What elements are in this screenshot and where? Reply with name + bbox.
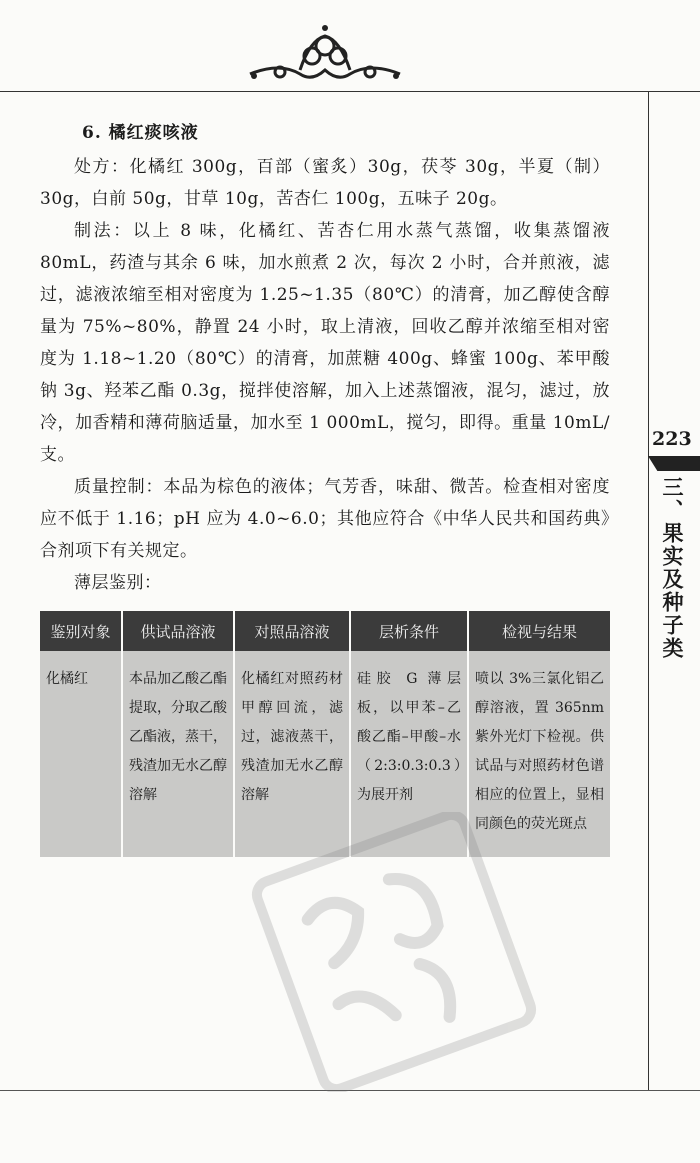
prescription-paragraph: 处方：化橘红 300g，百部（蜜炙）30g，茯苓 30g，半夏（制）30g，白前 50g，甘草 10g，苦杏仁 100g，五味子 20g。	[40, 157, 610, 209]
table-cell: 本品加乙酸乙酯提取，分取乙酸乙酯液，蒸干，残渣加无水乙醇溶解	[122, 651, 234, 857]
header-rule	[0, 91, 700, 92]
quality-paragraph: 质量控制：本品为棕色的液体；气芳香，味甜、微苦。检查相对密度应不低于 1.16；pH 应为 4.0~6.0；其他应符合《中华人民共和国药典》合剂项下有关规定。	[40, 477, 610, 561]
table-header-cell: 鉴别对象	[40, 611, 122, 651]
table-cell: 喷以 3%三氯化铝乙醇溶液，置 365nm 紫外光灯下检视。供试品与对照药材色谱相应的位置上，显相同颜色的荧光斑点	[468, 651, 610, 857]
table-header-cell: 检视与结果	[468, 611, 610, 651]
table-header-cell: 对照品溶液	[234, 611, 350, 651]
section-heading: 6. 橘红痰咳液	[82, 123, 199, 143]
chapter-tab-label: 三、果实及种子类	[660, 476, 685, 660]
margin-rule	[648, 91, 649, 1091]
table-cell: 化橘红对照药材甲醇回流，滤过，滤液蒸干，残渣加无水乙醇溶解	[234, 651, 350, 857]
table-header-cell: 供试品溶液	[122, 611, 234, 651]
table-header-row	[40, 611, 610, 651]
ornament-icon	[240, 22, 410, 92]
table-header-cell: 层析条件	[350, 611, 468, 651]
method-paragraph: 制法：以上 8 味，化橘红、苦杏仁用水蒸气蒸馏，收集蒸馏液 80mL，药渣与其余 6 味，加水煎煮 2 次，每次 2 小时，合并煎液，滤过，滤液浓缩至相对密度为 1.25~1.35（80℃）的清膏，加乙醇使含醇量为 75%~80%，静置 24 小时，取上清液，回收乙醇并浓缩至相对密度为 1.18~1.20（80℃）的清膏，加蔗糖 400g、蜂蜜 100g、苯甲酸钠 3g、羟苯乙酯 0.3g，搅拌使溶解，加入上述蒸馏液，混匀，滤过，放冷，加香精和薄荷脑适量，加水至 1 000mL，搅匀，即得。重量 10mL/支。	[40, 221, 610, 465]
page-number: 223	[652, 428, 692, 450]
tlc-label: 薄层鉴别：	[74, 573, 162, 593]
seal-watermark-icon	[244, 812, 544, 1092]
chapter-tab-marker	[648, 456, 700, 471]
table-cell: 硅胶 G 薄层板，以甲苯–乙酸乙酯–甲酸–水（2:3:0.3:0.3）为展开剂	[350, 651, 468, 857]
table-cell: 化橘红	[40, 651, 122, 857]
page-content	[40, 118, 610, 857]
